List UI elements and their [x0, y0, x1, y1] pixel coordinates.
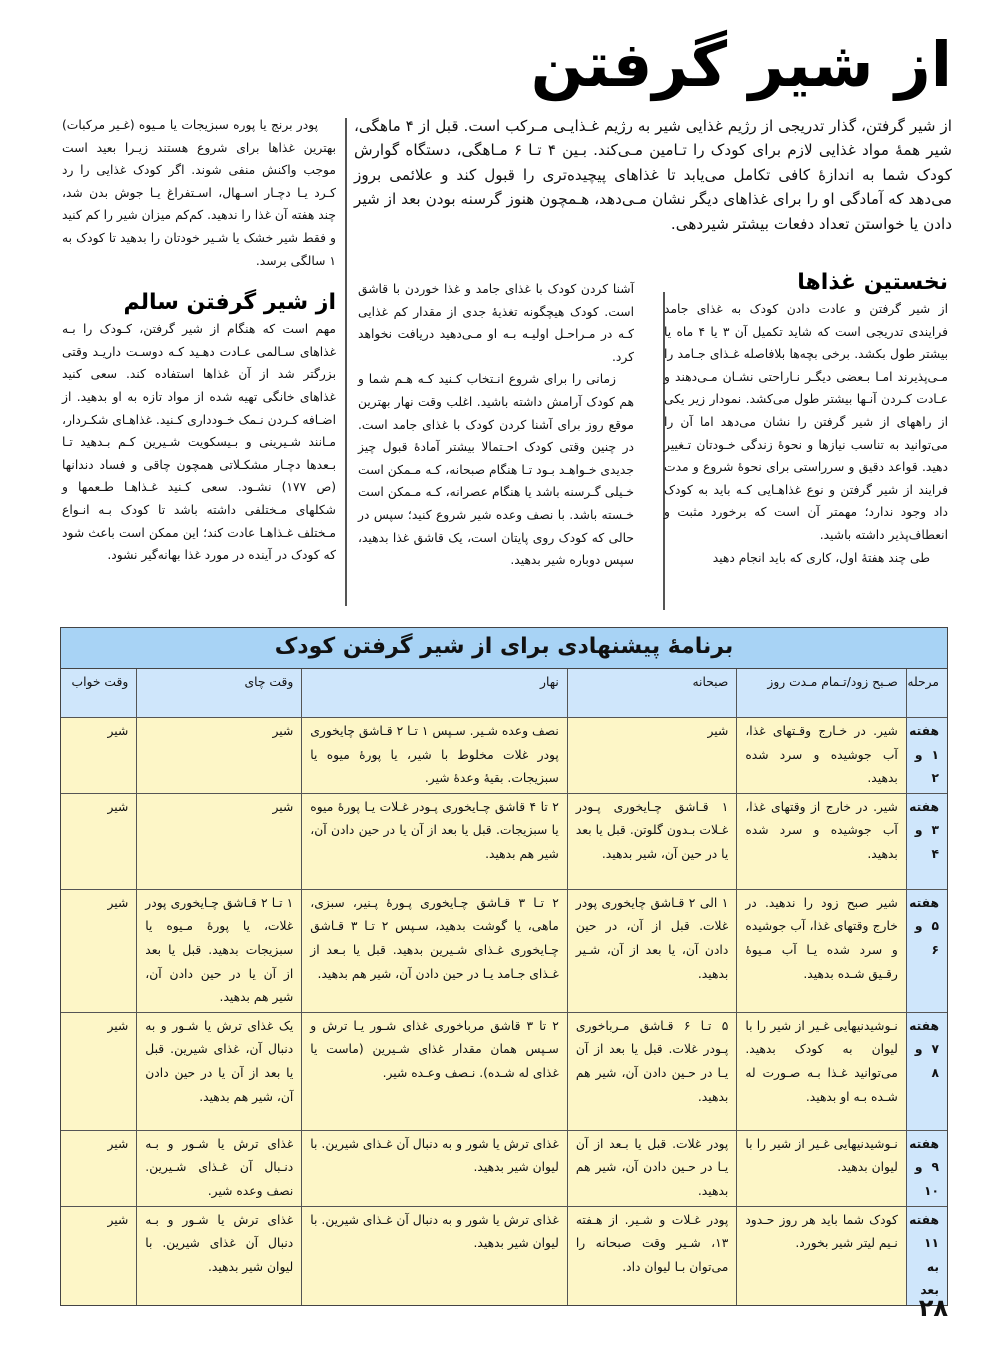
- table-title: برنامهٔ پیشنهادی برای از شیر گرفتن کودک: [61, 628, 947, 669]
- cell-bedtime: شیر: [61, 1012, 137, 1130]
- cell-lunch: ۲ تا ۳ قاشق مرباخوری غذای شـور یـا ترش و سـپس همان مقدار غذای شـیرین (ماست یا غذای له شـده). نـصف وعـده شیر.: [302, 1012, 568, 1130]
- intro-paragraph: از شیر گرفتن، گذار تدریجی از رژیم غذایی شیر به رژیم غـذایـی مـرکب است. قبل از ۴ ماهگی، شیر همهٔ مواد غذایی لازم برای کودک را تـامین مـی‌کند. بـین ۴ تـا ۶ مـاهگی، دستگاه گوارش کودک شما به اندازهٔ کافی تکامل می‌یابد تا غذاهای پیچیده‌تری را قبول کند و علائمی بروز می‌دهد که آمادگی او را برای غذاهای دیگر نشان مـی‌دهد، هـمچون هنوز گرسنه بودن بعد از شیر دادن یا خواستن تعداد دفعات بیشتر شیردهی.: [354, 117, 952, 233]
- header-stage: مرحله: [906, 669, 947, 718]
- cell-stage: هفته ۹ و ۱۰: [906, 1130, 947, 1206]
- cell-bedtime: شیر: [61, 718, 137, 794]
- cell-bedtime: شیر: [61, 1130, 137, 1206]
- cell-stage: هفته ۳ و ۴: [906, 793, 947, 889]
- body-paragraph: پودر برنج یا پوره سبزیجات یا مـیوه (غـیر مرکبات) بهترین غذاها برای شروع هستند زیـرا بعید است موجب واکنش منفی شوند. اگر کودک غذایی را رد کـرد یـا دچـار اسـهال، اسـتفراغ یـا جوش بدن شد، چند هفته آن غذا را ندهید. کم‌کم میزان شیر را کم کنید و فقط شیر خشک یا شـیر خودتان را بدهید تا کودک به ۱ سالگی برسد.: [62, 118, 336, 268]
- cell-bedtime: شیر: [61, 889, 137, 1012]
- cell-lunch: غذای ترش یا شور و به دنبال آن غـذای شیرین. با لیوان شیر بدهید.: [302, 1130, 568, 1206]
- page-title: از شیر گرفتن: [530, 28, 952, 101]
- header-breakfast: صبحانه: [567, 669, 737, 718]
- table-row: [61, 1206, 947, 1305]
- cell-lunch: ۲ تا ۴ قاشق چـایخوری پـودر غـلات یـا پورهٔ میوه یا سبزیجات. قبل یا بعد از آن یا در حین دادن آن، شیر هم بدهید.: [302, 793, 568, 889]
- header-tea-time: وقت چای: [137, 669, 302, 718]
- weaning-schedule-table: [60, 627, 948, 1306]
- cell-lunch: ۲ تـا ۳ قـاشق چـایخوری پـورهٔ پـنیر، سبزی، ماهی، یا گوشت بدهید، سـپس ۲ تـا ۳ قـاشق چـایخوری غـذای شـیرین بدهید. قبل یا بـعد از غـذای جـامد یـا در حین دادن آن، شیر هم بدهید.: [302, 889, 568, 1012]
- right-column: [664, 268, 948, 569]
- header-lunch: نهار: [302, 669, 568, 718]
- header-early-morning: صـبح زود/تـمام مـدت روز: [737, 669, 907, 718]
- cell-lunch: غذای ترش یا شور و به دنبال آن غـذای شیرین. با لیوان شیر بدهید.: [302, 1206, 568, 1305]
- cell-early-morning: کودک شما باید هر روز حـدود نـیم لیتر شیر بخورد.: [737, 1206, 907, 1305]
- body-paragraph: مهم است که هنگام از شیر گرفتن، کـودک را بـه غذاهای سـالمی عـادت دهـید کـه دوسـت داریـد وقتی بزرگتر شد از آن غذاها استفاده کند. سعی کنید غذاهای خانگی تهیه شده از مواد تازه به او بدهید. از اضـافه کـردن نـمک خـودداری کـنید. غذاهـای شکـردار، مـانند شـیرینی و بـیسکویت شـیرین کـم بـدهید تـا بـعدها دچـار مشکـلاتی همچون چاقی و فساد دندانها (ص ۱۷۷) نشـود. سعی کـنید غـذاهـا طـعمها و شکلهای مـختلفی داشته باشد تا کودک بـه انـواع مـختلف غـذاهـا عادت کند؛ این ممکن است باعث شود که کودک در آینده در مورد غذا بهانه‌گیر نشود.: [62, 322, 337, 563]
- cell-bedtime: شیر: [61, 1206, 137, 1305]
- cell-tea-time: یک غذای ترش یا شـور و به دنبال آن، غذای شیرین. قبل یا بعد از آن یا در حین دادن آن، شیر هم بدهید.: [137, 1012, 302, 1130]
- table-row: [61, 1130, 947, 1206]
- cell-breakfast: ۱ قـاشق چـایخوری پـودر غـلات بـدون گلوتن. قبل یا بعد یا در حین آن، شیر بدهید.: [567, 793, 737, 889]
- page-number: ۲۸: [918, 1294, 948, 1322]
- cell-tea-time: غذای ترش یا شـور و بـه دنـبال آن غـذای شـیرین. نصف وعده شیر.: [137, 1130, 302, 1206]
- cell-stage: هفته ۱۱ به بعد: [906, 1206, 947, 1305]
- column-divider: [345, 118, 347, 606]
- schedule-grid: [61, 669, 947, 1305]
- cell-breakfast: پودر غـلات و شـیر. از هـفته ۱۳، شـیر وقت صبحانه را می‌توان بـا لیوان داد.: [567, 1206, 737, 1305]
- body-paragraph: آشنا کردن کودک با غذای جامد و غذا خوردن با قاشق است. کودک هیچگونه تغذیهٔ جدی از مقدار کم غذایی کـه در مـراحـل اولیـه بـه او مـی‌دهید دریافت نخواهد کرد.: [358, 282, 634, 364]
- table-row: [61, 718, 947, 794]
- cell-early-morning: شیر. در خـارج وقـتهای غذا، آب جوشیده و سرد شده بدهید.: [737, 718, 907, 794]
- body-paragraph: زمانی را برای شروع انـتخاب کـنید کـه هـم شما و هم کودک آرامش داشته باشید. اغلب وقت نهار بهترین موقع روز برای آشنا کردن کودک با غذای جامد است. در چنین وقتی کودک احـتمالا بیشتر آمادهٔ قبول چیز جدیدی خـواهـد بـود تـا هنگام صبحانه، کـه مـمکن است خـیلی گـرسنه باشد یا هنگام عصرانه، کـه مـمکن است خـسته باشد. با نصف وعده شیر شروع کنید؛ سپس در حالی که کودک روی پایتان است، یک قاشق غذا بدهید، سپس دوباره شیر بدهید.: [358, 372, 634, 568]
- cell-tea-time: شیر: [137, 793, 302, 889]
- body-paragraph: طی چند هفتهٔ اول، کاری که باید انجام دهید: [712, 550, 930, 565]
- header-bedtime: وقت خواب: [61, 669, 137, 718]
- cell-stage: هفته ۵ و ۶: [906, 889, 947, 1012]
- cell-early-morning: شیر صبح زود را ندهید. در خارج وقتهای غذا، آب جوشیده و سرد شده یـا آب مـیوهٔ رقـیق شـده بدهید.: [737, 889, 907, 1012]
- cell-tea-time: غذای ترش یا شـور و بـه دنبال آن غذای شیرین. با لیوان شیر بدهید.: [137, 1206, 302, 1305]
- cell-early-morning: نـوشیدنیهایی غـیر از شیر را با لیوان بدهید.: [737, 1130, 907, 1206]
- section-heading: نخستین غذاها: [797, 270, 948, 295]
- cell-tea-time: شیر: [137, 718, 302, 794]
- table-row: [61, 889, 947, 1012]
- section-heading: از شیر گرفتن سالم: [123, 290, 336, 316]
- cell-lunch: نصف وعده شـیر. سـپس ۱ تـا ۲ قـاشق چایخوری پودر غلات مخلوط با شیر، یا پورهٔ میوه یا سبزیجات. بقیهٔ وعدهٔ شیر.: [302, 718, 568, 794]
- cell-early-morning: شیر. در خارج از وقتهای غذا، آب جوشیده و سرد شده بدهید.: [737, 793, 907, 889]
- cell-stage: هفته ۷ و ۸: [906, 1012, 947, 1130]
- cell-stage: هفته ۱ و ۲: [906, 718, 947, 794]
- cell-breakfast: ۱ الی ۲ قـاشق چایخوری پودر غلات. قبل از آن، در حین دادن آن، یا بعد از آن، شـیر بدهید.: [567, 889, 737, 1012]
- cell-early-morning: نـوشیدنیهایی غـیر از شیر را با لیوان به کودک بدهید. می‌توانید غـذا بـه صـورت له شـده بـه او بدهید.: [737, 1012, 907, 1130]
- cell-breakfast: شیر: [567, 718, 737, 794]
- table-row: [61, 793, 947, 889]
- table-header-row: [61, 669, 947, 718]
- body-paragraph: از شیر گرفتن و عادت دادن کودک به غذای جامد فرایندی تدریجی است که شاید تکمیل آن ۳ یا ۴ ماه یا بیشتر طول بکشد. برخی بچه‌ها بلافاصله غـذای جـامد را مـی‌پذیرند امـا بـعضی دیگـر نـاراحتی نشـان مـی‌دهند و عـادت کـردن آنـها بیشتر طول می‌کشد. نمودار زیر یکی از راههای از شیر گرفتن را نشان می‌دهد اما آن را می‌توانید به تناسب نیازها و نحوهٔ زندگی خـودتان تـغییر دهید. قواعد دقیق و سرراستی برای نحوهٔ شروع و مدت فرایند از شیر گرفتن و نوع غذاهـایی کـه باید به کودک داد وجود ندارد؛ مهمتر آن است که برخورد مثبت و انعطاف‌پذیر داشته باشید.: [664, 302, 949, 542]
- left-column: [62, 114, 336, 567]
- table-row: [61, 1012, 947, 1130]
- middle-column: [358, 278, 634, 572]
- cell-tea-time: ۱ تـا ۲ قـاشق چـایخوری پودر غلات، یا پورهٔ مـیوه یا سبزیجات بدهید. قبل یا بعد از آن یا در حین دادن آن، شیر هم بدهید.: [137, 889, 302, 1012]
- cell-breakfast: ۵ تـا ۶ قـاشق مـرباخوری پـودر غلات. قبل یا بعد از آن یـا در حـین دادن آن، شیر هم بدهید.: [567, 1012, 737, 1130]
- cell-breakfast: پودر غلات. قبل یا بـعد از آن یـا در حـین دادن آن، شیر هم بدهید.: [567, 1130, 737, 1206]
- cell-bedtime: شیر: [61, 793, 137, 889]
